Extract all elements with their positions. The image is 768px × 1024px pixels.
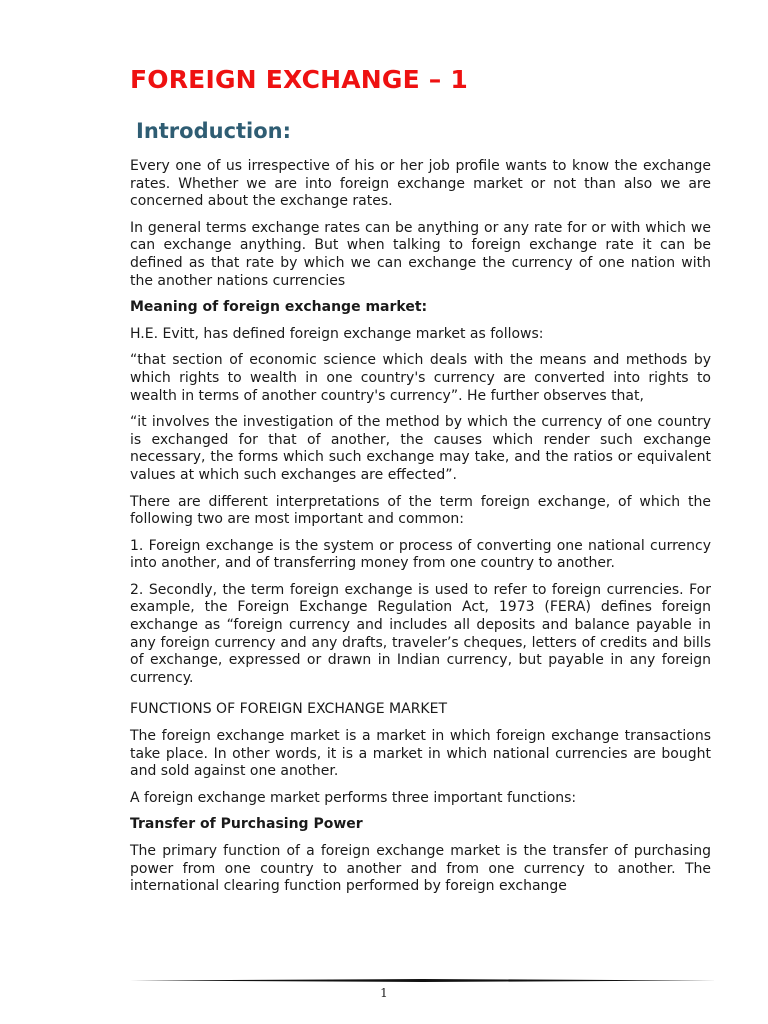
paragraph-intro-1: Every one of us irrespective of his or her job profile wants to know the exchange rates. Whether we are into foreign exchange market or not than also we are concerned about the exchange rates. [130,158,711,210]
paragraph-point-2: 2. Secondly, the term foreign exchange is used to refer to foreign currencies. For example, the Foreign Exchange Regulation Act, 1973 (FERA) defines foreign exchange as “foreign currency and includes all deposits and balance payable in any foreign currency and any drafts, traveler’s cheques, letters of credits and bills of exchange, expressed or drawn in Indian currency, but payable in any foreign currency. [130,581,711,686]
paragraph-quote-1: “that section of economic science which deals with the means and methods by which rights to wealth in one country's currency are converted into rights to wealth in terms of another country's currency”. He further observes that, [130,352,711,404]
paragraph-three-functions: A foreign exchange market performs three important functions: [130,789,577,806]
introduction-heading: Introduction: [136,119,292,143]
paragraph-interpretations: There are different interpretations of the term foreign exchange, of which the following two are most important and common: [130,493,711,528]
heading-transfer: Transfer of Purchasing Power [130,816,363,833]
paragraph-evitt: H.E. Evitt, has defined foreign exchange market as follows: [130,325,544,342]
document-body [130,158,711,905]
page-title: FOREIGN EXCHANGE – 1 [130,65,469,94]
paragraph-quote-2: “it involves the investigation of the method by which the currency of one country is exchanged for that of another, the causes which render such exchange necessary, the forms which such exchange may take, and the ratios or equivalent values at which such exchanges are effected”. [130,414,711,483]
footer-divider [130,979,717,982]
paragraph-transfer: The primary function of a foreign exchange market is the transfer of purchasing power from one country to another and from one currency to another. The international clearing function performed by foreign exchange [130,843,711,895]
heading-meaning: Meaning of foreign exchange market: [130,299,428,316]
heading-functions: FUNCTIONS OF FOREIGN EXCHANGE MARKET [130,701,448,718]
paragraph-point-1: 1. Foreign exchange is the system or process of converting one national currency into another, and of transferring money from one country to another. [130,537,711,572]
page-number: 1 [380,986,388,1000]
paragraph-intro-2: In general terms exchange rates can be anything or any rate for or with which we can exchange anything. But when talking to foreign exchange rate it can be defined as that rate by which we can exchange the currency of one nation with the another nations currencies [130,219,711,289]
paragraph-market-definition: The foreign exchange market is a market in which foreign exchange transactions take place. In other words, it is a market in which national currencies are bought and sold against one another. [130,728,711,780]
